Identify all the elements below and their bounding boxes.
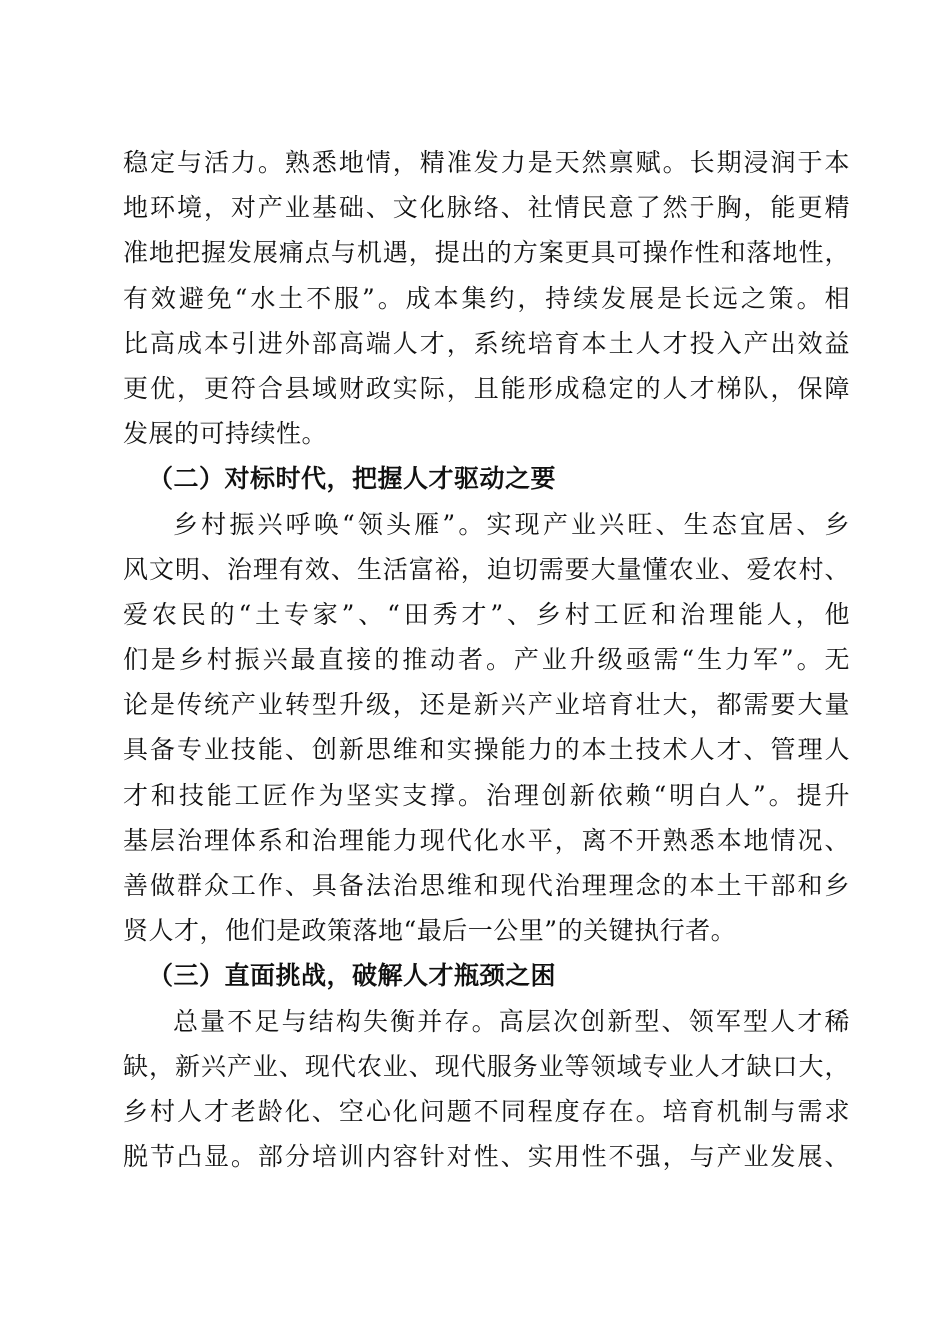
text-line: 更优，更符合县域财政实际，且能形成稳定的人才梯队，保障 xyxy=(123,373,850,403)
text-line: 才和技能工匠作为坚实支撑。治理创新依赖“明白人”。提升 xyxy=(123,780,850,810)
text-line: 风文明、治理有效、生活富裕，迫切需要大量懂农业、爱农村、 xyxy=(123,554,850,584)
text-line: 地环境，对产业基础、文化脉络、社情民意了然于胸，能更精 xyxy=(123,193,850,223)
text-line: 有效避免“水土不服”。成本集约，持续发展是长远之策。相 xyxy=(123,283,850,313)
section-heading: （二）对标时代，把握人才驱动之要 xyxy=(148,464,557,494)
text-line: 稳定与活力。熟悉地情，精准发力是天然禀赋。长期浸润于本 xyxy=(123,148,850,177)
text-line: 基层治理体系和治理能力现代化水平，离不开熟悉本地情况、 xyxy=(123,825,850,855)
text-line: 贤人才，他们是政策落地“最后一公里”的关键执行者。 xyxy=(123,916,737,946)
text-line: 乡村人才老龄化、空心化问题不同程度存在。培育机制与需求 xyxy=(123,1096,850,1126)
text-line: 善做群众工作、具备法治思维和现代治理理念的本土干部和乡 xyxy=(123,871,850,900)
text-line: 具备专业技能、创新思维和实操能力的本土技术人才、管理人 xyxy=(123,735,850,765)
text-line: 发展的可持续性。 xyxy=(123,419,328,449)
text-line: 脱节凸显。部分培训内容针对性、实用性不强，与产业发展、 xyxy=(123,1142,850,1172)
body-text xyxy=(123,140,850,1179)
text-line: 爱农民的“土专家”、“田秀才”、乡村工匠和治理能人，他 xyxy=(123,599,850,629)
text-line: 总量不足与结构失衡并存。高层次创新型、领军型人才稀 xyxy=(173,1006,850,1036)
section-heading: （三）直面挑战，破解人才瓶颈之困 xyxy=(148,961,557,991)
text-line: 论是传统产业转型升级，还是新兴产业培育壮大，都需要大量 xyxy=(123,690,850,720)
text-line: 乡村振兴呼唤“领头雁”。实现产业兴旺、生态宜居、乡 xyxy=(173,509,850,539)
text-line: 们是乡村振兴最直接的推动者。产业升级亟需“生力军”。无 xyxy=(123,645,850,675)
text-line: 比高成本引进外部高端人才，系统培育本土人才投入产出效益 xyxy=(123,328,850,358)
text-line: 缺，新兴产业、现代农业、现代服务业等领域专业人才缺口大， xyxy=(123,1051,850,1081)
text-line: 准地把握发展痛点与机遇，提出的方案更具可操作性和落地性， xyxy=(123,238,850,268)
